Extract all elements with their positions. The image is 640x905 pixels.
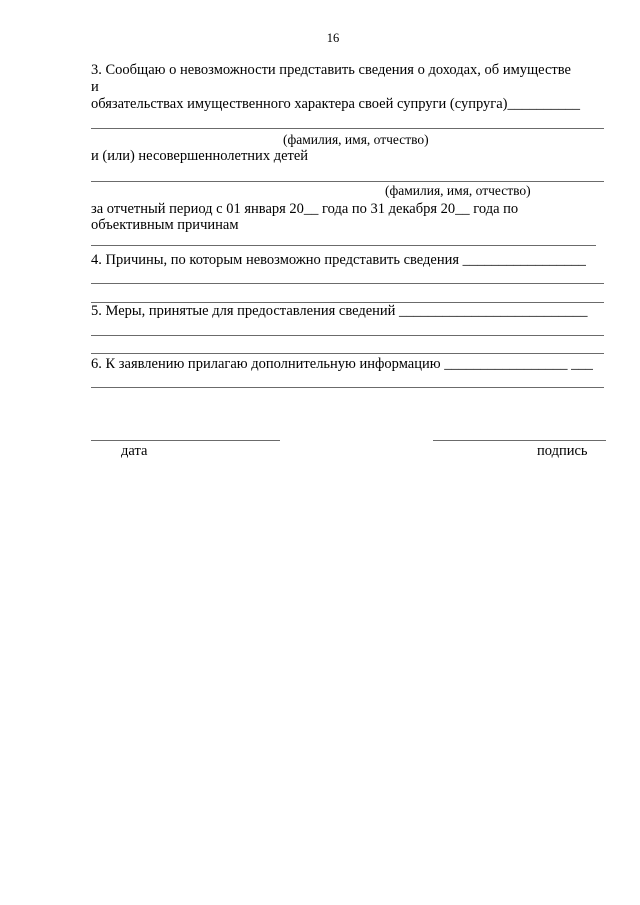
- date-label: дата: [121, 443, 148, 459]
- item4-text: 4. Причины, по которым невозможно представить сведения _________________: [91, 252, 586, 268]
- item6-field-line[interactable]: [91, 387, 604, 388]
- signature-field[interactable]: [433, 440, 606, 441]
- spouse-name-field[interactable]: [91, 128, 604, 129]
- item3-line1: 3. Сообщаю о невозможности представить сведения о доходах, об имуществе: [91, 62, 571, 78]
- item6-text: 6. К заявлению прилагаю дополнительную информацию _________________ ___: [91, 356, 593, 372]
- reasons-line: объективным причинам: [91, 217, 239, 233]
- children-line: и (или) несовершеннолетних детей: [91, 148, 309, 164]
- item3-line1-wrap: и: [91, 79, 99, 95]
- item5-field-line2[interactable]: [91, 353, 604, 354]
- children-name-caption: (фамилия, имя, отчество): [385, 183, 531, 198]
- date-field[interactable]: [91, 440, 280, 441]
- period-field[interactable]: [91, 245, 596, 246]
- item5-text: 5. Меры, принятые для предоставления сведений __________________________: [91, 303, 588, 319]
- item3-line2: обязательствах имущественного характера своей супруги (супруга)__________: [91, 96, 580, 112]
- period-line: за отчетный период с 01 января 20__ года по 31 декабря 20__ года по: [91, 201, 519, 217]
- item4-field-line1[interactable]: [91, 283, 604, 284]
- spouse-name-caption: (фамилия, имя, отчество): [283, 132, 429, 147]
- item5-field-line1[interactable]: [91, 335, 604, 336]
- page-number: 16: [326, 31, 340, 45]
- signature-label: подпись: [537, 443, 588, 459]
